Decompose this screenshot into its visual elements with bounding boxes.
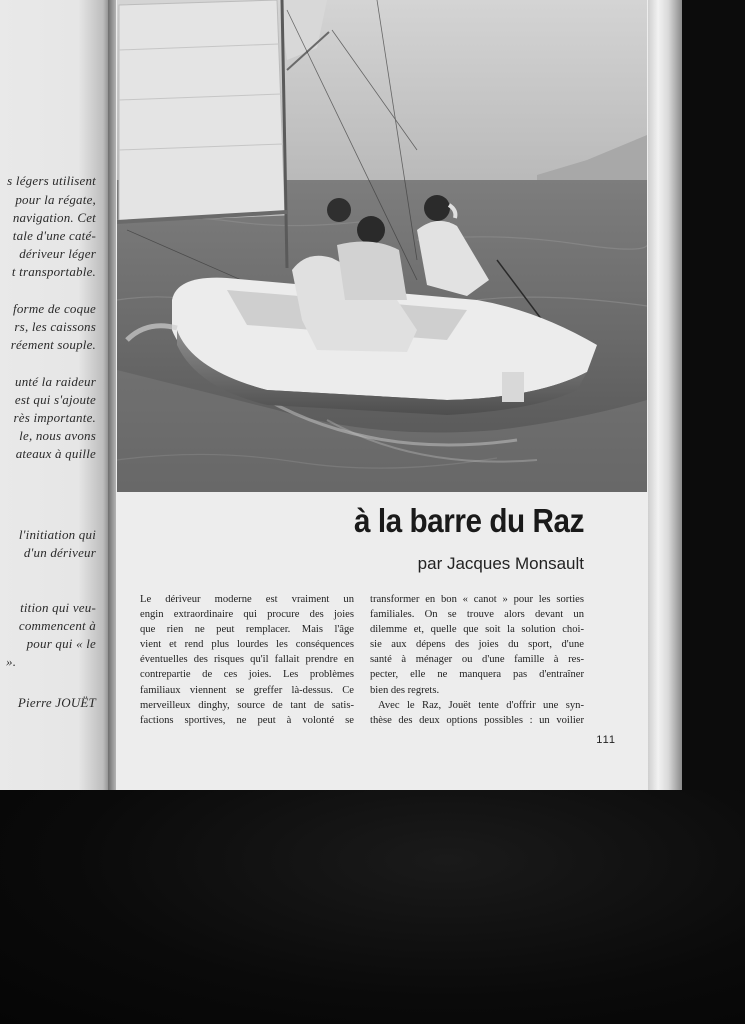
left-page-line: commencent à bbox=[18, 618, 96, 633]
article-title: à la barre du Raz bbox=[353, 502, 584, 539]
body-text-line: merveilleux dinghy, source de tant de satis- bbox=[140, 699, 354, 711]
left-page-line: dériveur léger bbox=[19, 246, 96, 261]
page-edges bbox=[648, 0, 682, 790]
body-text-line: sie aux dépens des joies du sport, d'une bbox=[370, 639, 584, 651]
left-page-line: forme de coque bbox=[13, 301, 96, 316]
page-number: 111 bbox=[596, 734, 616, 746]
body-text-line: éventuelles des risques qu'il fallait prendre en bbox=[140, 654, 354, 666]
body-text-line: pecter, elle ne manquera pas d'entraîner bbox=[370, 669, 584, 681]
body-text-line: vient et rend plus lourdes les conséquences bbox=[140, 639, 354, 651]
body-text-line: que rien ne peut remplacer. Mais l'âge bbox=[140, 624, 354, 636]
left-page-line: d'un dériveur bbox=[23, 545, 96, 560]
left-page-line: s légers utilisent bbox=[7, 173, 96, 188]
left-page-line: l'initiation qui bbox=[18, 527, 96, 542]
left-page-line: ateaux à quille bbox=[15, 446, 96, 461]
left-page-line: tition qui veu- bbox=[20, 600, 96, 615]
body-text-line: familiales. On se trouve alors devant un bbox=[370, 609, 584, 621]
dark-background bbox=[0, 790, 745, 1024]
article-byline: par Jacques Monsault bbox=[417, 554, 584, 573]
body-text-line: Avec le Raz, Jouët tente d'offrir une syn- bbox=[378, 699, 584, 711]
body-text-line: contrepartie de ces joies. Les problèmes bbox=[140, 669, 354, 681]
body-text-line: Le dériveur moderne est vraiment un bbox=[140, 594, 354, 605]
left-page-line: unté la raideur bbox=[15, 374, 96, 389]
body-text-line: transformer en bon « canot » pour les sorties bbox=[370, 594, 584, 605]
left-page-line: t transportable. bbox=[11, 264, 96, 279]
left-page-line: tale d'une caté- bbox=[12, 228, 96, 243]
left-page bbox=[0, 0, 112, 790]
body-text-line: engin extraordinaire qui procure des joies bbox=[140, 609, 354, 621]
left-page-line: réement souple. bbox=[10, 337, 96, 352]
left-page-line: ». bbox=[6, 654, 17, 669]
left-page-line: pour la régate, bbox=[15, 192, 96, 207]
body-text-line: santé à ménager ou d'une famille à res- bbox=[370, 654, 584, 666]
body-text-line: bien des regrets. bbox=[370, 684, 440, 696]
left-page-line: rès importante. bbox=[13, 410, 96, 425]
body-text-line: dilemme et, quelle que soit la solution choi- bbox=[370, 624, 584, 636]
article-column-2 bbox=[370, 592, 584, 728]
sailing-photo bbox=[117, 0, 647, 492]
body-text-line: factions sportives, ne peut à volonté se bbox=[140, 714, 354, 726]
left-page-line: navigation. Cet bbox=[12, 210, 96, 225]
left-page-line: est qui s'ajoute bbox=[14, 392, 96, 407]
left-page-line: pour qui « le bbox=[26, 636, 96, 651]
body-text-line: thèse des deux options possibles : un voilier bbox=[370, 714, 584, 726]
left-page-line: le, nous avons bbox=[19, 428, 96, 443]
left-page-line: rs, les caissons bbox=[14, 319, 96, 334]
body-text-line: familiaux viennent se greffer là-dessus. Ce bbox=[140, 684, 354, 696]
left-page-signature: Pierre JOUËT bbox=[17, 695, 96, 710]
article-column-1 bbox=[140, 592, 354, 728]
